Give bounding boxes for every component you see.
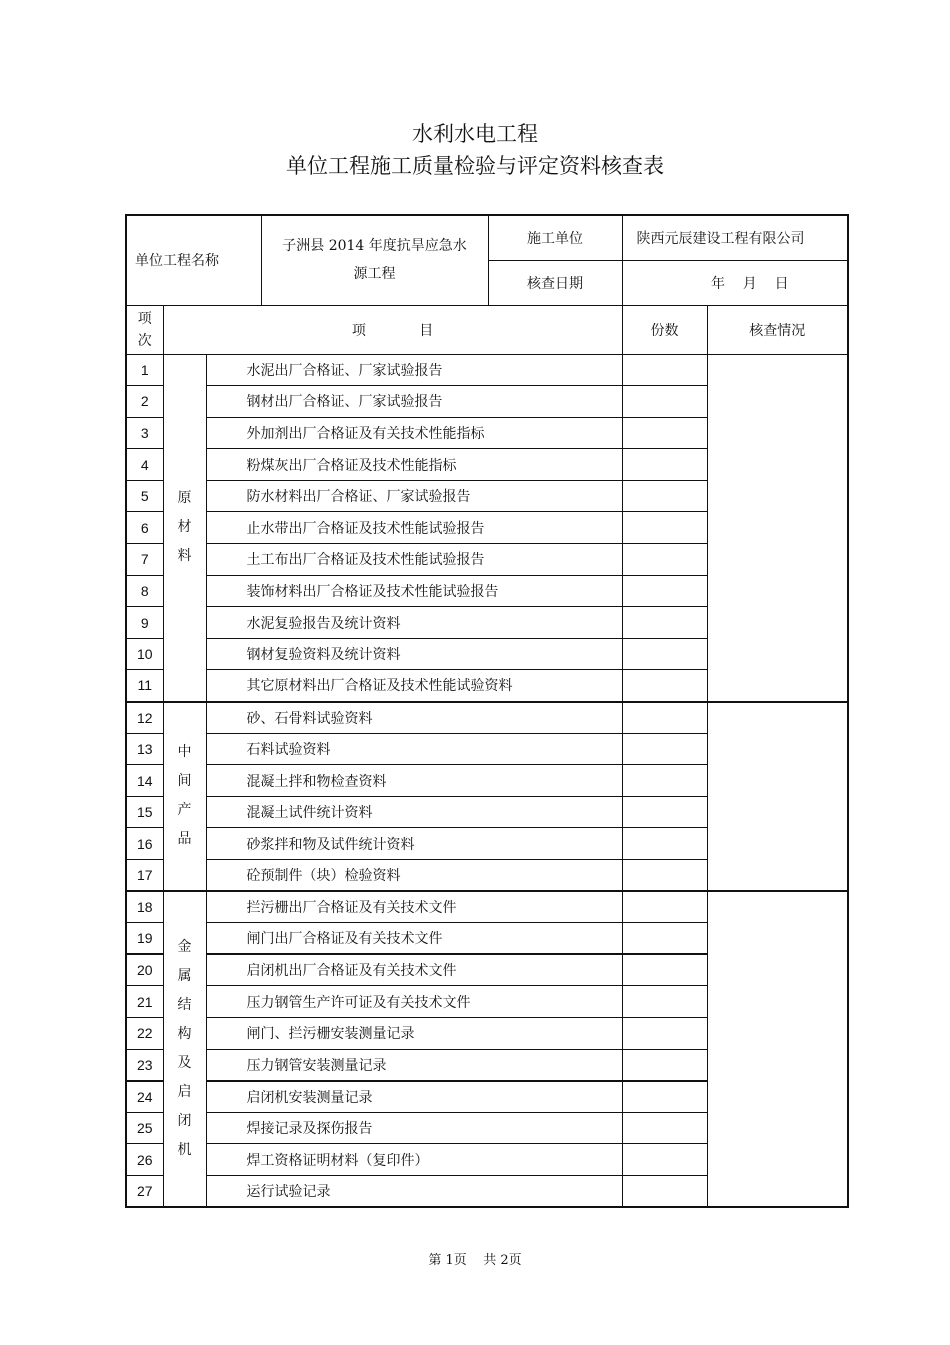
row-number: 5 [126, 480, 163, 512]
item-name: 水泥复验报告及统计资料 [206, 607, 622, 639]
copies-cell[interactable] [622, 796, 707, 828]
copies-cell[interactable] [622, 417, 707, 449]
copies-cell[interactable] [622, 702, 707, 734]
copies-cell[interactable] [622, 1081, 707, 1113]
copies-cell[interactable] [622, 1144, 707, 1176]
row-number: 25 [126, 1112, 163, 1144]
copies-cell[interactable] [622, 1175, 707, 1207]
item-name: 砂浆拌和物及试件统计资料 [206, 828, 622, 860]
item-name: 土工布出厂合格证及技术性能试验报告 [206, 544, 622, 576]
page-footer: 第 1页 共 2页 [428, 1253, 522, 1268]
status-cell[interactable] [707, 891, 848, 1207]
table-row [126, 702, 848, 734]
row-number: 21 [126, 986, 163, 1018]
item-name: 钢材复验资料及统计资料 [206, 638, 622, 670]
item-name: 焊接记录及探伤报告 [206, 1112, 622, 1144]
row-number: 7 [126, 544, 163, 576]
status-cell[interactable] [707, 702, 848, 892]
contractor-label: 施工单位 [488, 215, 622, 260]
copies-cell[interactable] [622, 954, 707, 986]
copies-cell[interactable] [622, 480, 707, 512]
row-number: 16 [126, 828, 163, 860]
copies-cell[interactable] [622, 638, 707, 670]
table-row [126, 354, 848, 386]
row-number: 13 [126, 733, 163, 765]
item-name: 运行试验记录 [206, 1175, 622, 1207]
category-label [163, 702, 206, 892]
contractor-value: 陕西元辰建设工程有限公司 [622, 215, 848, 260]
category-label [163, 354, 206, 702]
copies-cell[interactable] [622, 354, 707, 386]
item-name: 外加剂出厂合格证及有关技术性能指标 [206, 417, 622, 449]
row-number: 3 [126, 417, 163, 449]
item-name: 压力钢管生产许可证及有关技术文件 [206, 986, 622, 1018]
item-name: 闸门、拦污栅安装测量记录 [206, 1017, 622, 1049]
row-number: 23 [126, 1049, 163, 1081]
row-number: 18 [126, 891, 163, 923]
row-number: 9 [126, 607, 163, 639]
row-number: 8 [126, 575, 163, 607]
check-date-label: 核查日期 [488, 260, 622, 305]
check-date-value: 年 月 日 [622, 260, 848, 305]
row-number: 26 [126, 1144, 163, 1176]
item-name: 启闭机出厂合格证及有关技术文件 [206, 954, 622, 986]
item-name: 水泥出厂合格证、厂家试验报告 [206, 354, 622, 386]
copies-cell[interactable] [622, 860, 707, 892]
column-header-item: 项 目 [163, 305, 622, 354]
category-label [163, 891, 206, 1207]
row-number: 19 [126, 923, 163, 955]
copies-cell[interactable] [622, 607, 707, 639]
copies-cell[interactable] [622, 670, 707, 702]
row-number: 22 [126, 1017, 163, 1049]
item-name: 拦污栅出厂合格证及有关技术文件 [206, 891, 622, 923]
row-number: 6 [126, 512, 163, 544]
document-subtitle: 单位工程施工质量检验与评定资料核查表 [286, 154, 664, 178]
row-number: 24 [126, 1081, 163, 1113]
item-name: 砂、石骨料试验资料 [206, 702, 622, 734]
copies-cell[interactable] [622, 512, 707, 544]
copies-cell[interactable] [622, 986, 707, 1018]
row-number: 17 [126, 860, 163, 892]
row-number: 2 [126, 386, 163, 418]
item-name: 止水带出厂合格证及技术性能试验报告 [206, 512, 622, 544]
category-text: 金属结构及启闭机 [177, 939, 192, 1159]
copies-cell[interactable] [622, 923, 707, 955]
review-table [125, 214, 849, 1208]
row-number: 14 [126, 765, 163, 797]
row-number: 1 [126, 354, 163, 386]
column-header-status: 核查情况 [707, 305, 848, 354]
copies-cell[interactable] [622, 449, 707, 481]
unit-name-value: 子洲县 2014 年度抗旱应急水源工程 [261, 215, 488, 305]
row-number: 10 [126, 638, 163, 670]
copies-cell[interactable] [622, 1017, 707, 1049]
unit-name-label: 单位工程名称 [126, 215, 261, 305]
copies-cell[interactable] [622, 575, 707, 607]
item-name: 闸门出厂合格证及有关技术文件 [206, 923, 622, 955]
item-name: 混凝土试件统计资料 [206, 796, 622, 828]
item-name: 防水材料出厂合格证、厂家试验报告 [206, 480, 622, 512]
item-name: 装饰材料出厂合格证及技术性能试验报告 [206, 575, 622, 607]
item-name: 其它原材料出厂合格证及技术性能试验资料 [206, 670, 622, 702]
item-name: 焊工资格证明材料（复印件） [206, 1144, 622, 1176]
copies-cell[interactable] [622, 891, 707, 923]
item-name: 石料试验资料 [206, 733, 622, 765]
item-name: 压力钢管安装测量记录 [206, 1049, 622, 1081]
copies-cell[interactable] [622, 544, 707, 576]
copies-cell[interactable] [622, 1049, 707, 1081]
copies-cell[interactable] [622, 386, 707, 418]
row-number: 12 [126, 702, 163, 734]
row-number: 27 [126, 1175, 163, 1207]
table-row [126, 891, 848, 923]
item-name: 混凝土拌和物检查资料 [206, 765, 622, 797]
copies-cell[interactable] [622, 828, 707, 860]
category-text: 中间产品 [177, 744, 192, 848]
column-header-no: 项次 [126, 305, 163, 354]
item-name: 粉煤灰出厂合格证及技术性能指标 [206, 449, 622, 481]
copies-cell[interactable] [622, 733, 707, 765]
column-header-copies: 份数 [622, 305, 707, 354]
item-name: 启闭机安装测量记录 [206, 1081, 622, 1113]
status-cell[interactable] [707, 354, 848, 702]
row-number: 20 [126, 954, 163, 986]
category-text: 原材料 [177, 490, 192, 565]
row-number: 15 [126, 796, 163, 828]
row-number: 11 [126, 670, 163, 702]
item-name: 钢材出厂合格证、厂家试验报告 [206, 386, 622, 418]
item-name: 砼预制件（块）检验资料 [206, 860, 622, 892]
row-number: 4 [126, 449, 163, 481]
document-title: 水利水电工程 [412, 122, 538, 146]
copies-cell[interactable] [622, 765, 707, 797]
copies-cell[interactable] [622, 1112, 707, 1144]
